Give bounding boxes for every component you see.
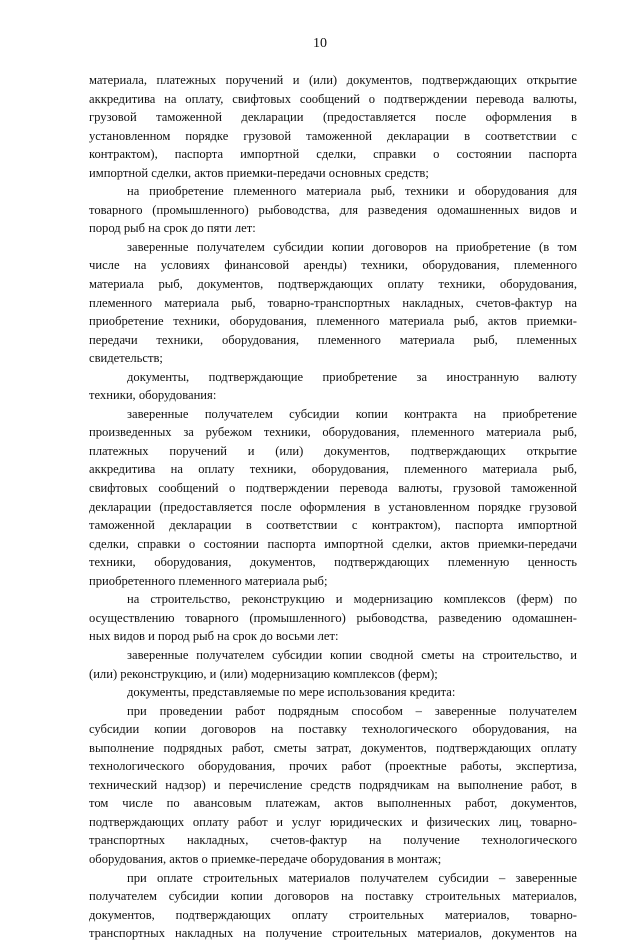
text-line: платежных поручений и (или) документов, подтверждающих открытие [89, 443, 577, 458]
text-line: декларации (предоставляется после оформления в установленном порядке грузовой [89, 499, 577, 514]
text-line: заверенные получателем субсидии копии сводной сметы на строительство, и [127, 647, 577, 662]
text-line: при оплате строительных материалов получателем субсидии – заверенные [127, 870, 577, 885]
text-line: числе на условиях финансовой аренды) техники, оборудования, племенного [89, 258, 577, 273]
text-line: передачи техники, оборудования, племенного материала рыб, племенных [89, 332, 577, 347]
text-line: (или) реконструкцию, и (или) модернизацию комплексов (ферм); [89, 666, 438, 681]
text-line: транспортных накладных, счетов-фактур на получение технологического [89, 833, 577, 848]
text-line: технологического оборудования, прочих работ (проектные работы, экспертиза, [89, 759, 577, 774]
text-line: племенного материала рыб, товарно-транспортных накладных, счетов-фактур на [89, 295, 577, 310]
text-line: свидетельств; [89, 351, 163, 366]
text-line: субсидии копии договоров на поставку технологического оборудования, на [89, 722, 577, 737]
text-line: установленном порядке грузовой таможенной декларации в соответствии с [89, 128, 577, 143]
text-line: оборудования, актов о приемке-передаче оборудования в монтаж; [89, 851, 442, 866]
text-line: документы, представляемые по мере использования кредита: [127, 685, 456, 700]
text-line: сделки, справки о состоянии паспорта импортной сделки, актов приемки-передачи [89, 536, 577, 551]
text-line: при проведении работ подрядным способом – заверенные получателем [127, 703, 577, 718]
text-line: материала, платежных поручений и (или) документов, подтверждающих открытие [89, 73, 577, 87]
text-line: том числе по авансовым платежам, актов выполненных работ, документов, [89, 796, 577, 811]
text-line: осуществлению товарного (промышленного) рыбоводства, разведению одомашнен- [89, 610, 577, 625]
text-line: транспортных накладных на получение строительных материалов, документов на [89, 926, 577, 941]
text-line: выполнение подрядных работ, сметы затрат, документов, подтверждающих оплату [89, 740, 577, 755]
text-line: заверенные получателем субсидии копии контракта на приобретение [127, 406, 577, 421]
text-line: на приобретение племенного материала рыб, техники и оборудования для [127, 184, 577, 199]
text-line: грузовой таможенной декларации (предоставляется после оформления в [89, 110, 577, 125]
page-number: 10 [313, 36, 327, 51]
text-line: произведенных за рубежом техники, оборудования, племенного материала рыб, [89, 425, 577, 440]
text-line: технический надзор) и перечисление средств подрядчикам на выполнение работ, в [89, 777, 577, 792]
text-line: материала рыб, документов, подтверждающих оплату техники, оборудования, [89, 277, 577, 292]
text-line: ных видов и пород рыб на срок до восьми лет: [89, 629, 339, 644]
text-line: на строительство, реконструкцию и модернизацию комплексов (ферм) по [127, 592, 577, 607]
text-line: заверенные получателем субсидии копии договоров на приобретение (в том [127, 239, 577, 254]
text-line: получателем субсидии копии договоров на поставку строительных материалов, [89, 889, 577, 904]
text-line: импортной сделки, актов приемки-передачи основных средств; [89, 165, 429, 180]
text-line: товарного (промышленного) рыбоводства, для разведения одомашненных видов и [89, 202, 577, 217]
text-line: аккредитива на оплату, свифтовых сообщений о подтверждении перевода валюты, [89, 91, 577, 106]
text-line: приобретение техники, оборудования, племенного материала рыб, актов приемки- [89, 314, 577, 329]
text-line: свифтовых сообщений о подтверждении перевода валюты, грузовой таможенной [89, 481, 577, 496]
text-line: контрактом), паспорта импортной сделки, справки о состоянии паспорта [89, 147, 577, 162]
text-line: техники, оборудования: [89, 388, 217, 403]
text-line: документы, подтверждающие приобретение за иностранную валюту [127, 369, 577, 384]
document-body-text [89, 71, 577, 943]
text-line: пород рыб на срок до пяти лет: [89, 221, 256, 236]
text-line: подтверждающих оплату работ и услуг юридических и физических лиц, товарно- [89, 814, 577, 829]
text-line: аккредитива на оплату техники, оборудования, племенного материала рыб, [89, 462, 577, 477]
text-line: таможенной декларации в соответствии с контрактом), паспорта импортной [89, 518, 577, 533]
text-line: документов, подтверждающих оплату строительных материалов, товарно- [89, 907, 577, 922]
text-line: приобретенного племенного материала рыб; [89, 573, 328, 588]
text-line: техники, оборудования, документов, подтверждающих племенную ценность [89, 555, 577, 570]
